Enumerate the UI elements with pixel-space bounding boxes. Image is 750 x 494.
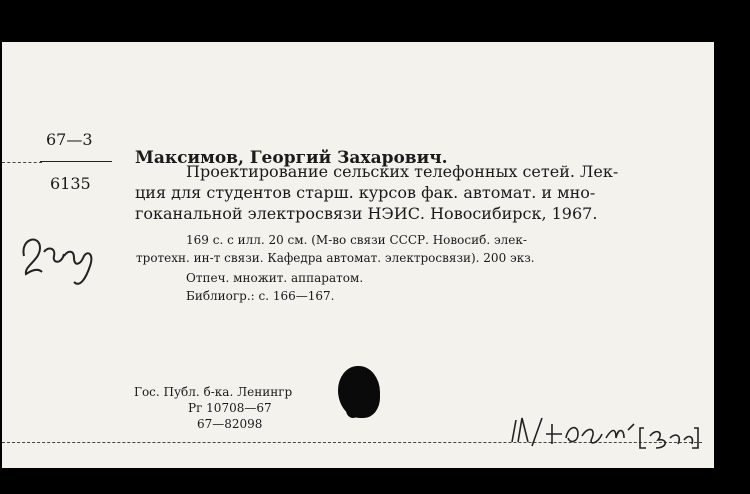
handwritten-date-note — [508, 412, 700, 456]
scanner-border — [714, 0, 750, 494]
physical-line-1: 169 с. с илл. 20 см. (М-во связи СССР. Новосиб. элек- — [186, 233, 527, 247]
note-print-method: Отпеч. множит. аппаратом. — [186, 271, 364, 285]
title-line-1: Проектирование сельских телефонных сетей. Лек- — [186, 162, 619, 181]
title-line-3: гоканальной электросвязи НЭИС. Новосибирск, 1967. — [135, 204, 598, 223]
ink-blot — [338, 366, 380, 418]
classification-code-bottom: 6135 — [50, 174, 91, 193]
code-divider-dotted — [2, 162, 42, 163]
author-heading: Максимов, Георгий Захарович. — [135, 148, 448, 168]
note-bibliography: Библиогр.: с. 166—167. — [186, 289, 335, 303]
library-line-1: Гос. Публ. б-ка. Ленингр — [134, 385, 293, 399]
title-line-2: ция для студентов старш. курсов фак. автомат. и мно- — [135, 183, 596, 202]
library-line-2: Рг 10708—67 — [188, 401, 272, 415]
code-divider — [40, 161, 112, 162]
classification-code-top: 67—3 — [46, 130, 93, 149]
handwritten-signature — [18, 226, 100, 296]
library-line-3: 67—82098 — [197, 417, 263, 431]
physical-line-2: тротехн. ин-т связи. Кафедра автомат. электросвязи). 200 экз. — [136, 251, 535, 265]
